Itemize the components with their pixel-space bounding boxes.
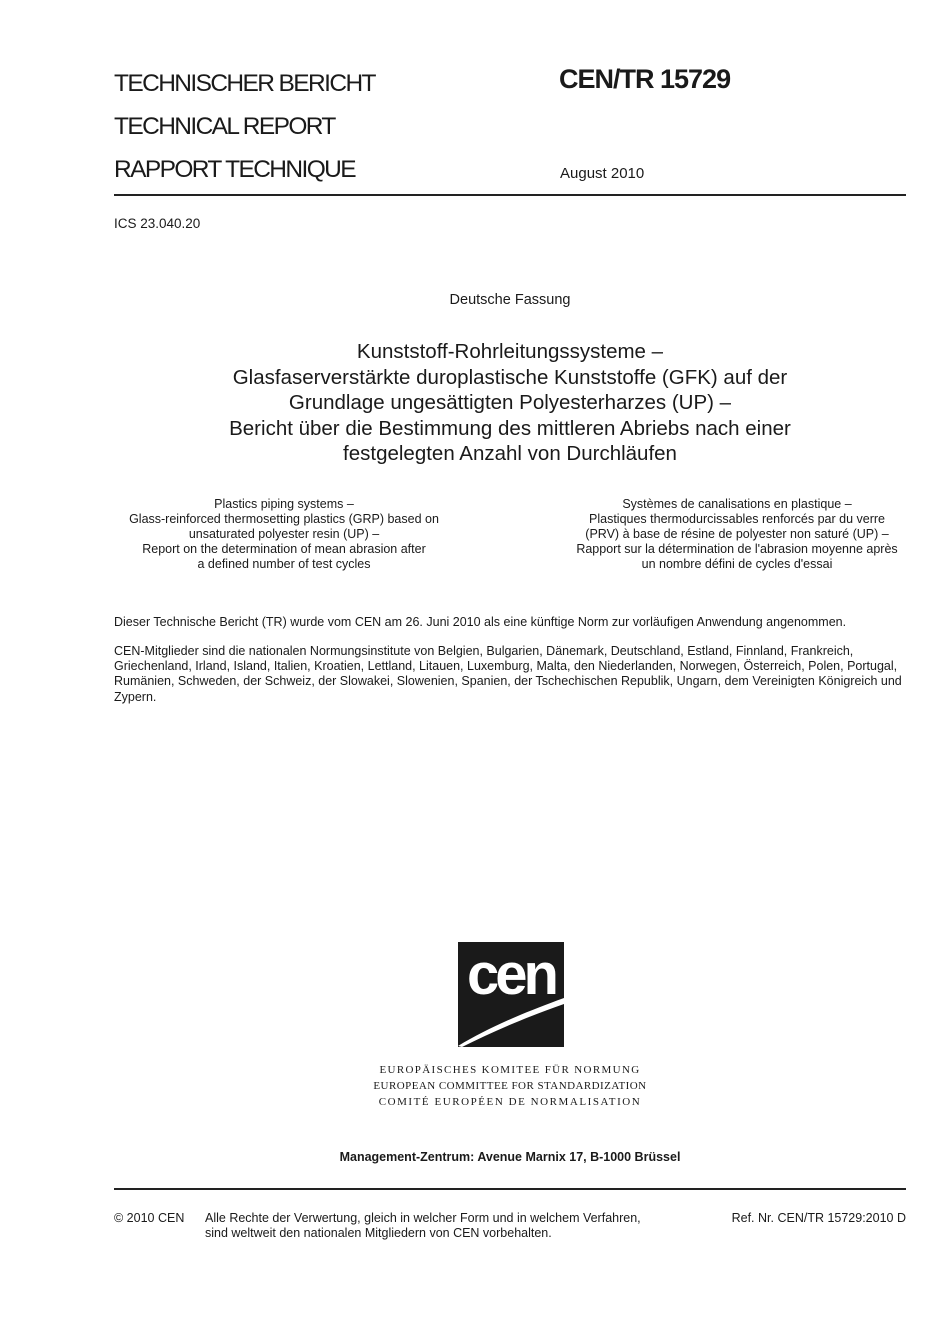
- cen-logo-icon: [458, 942, 564, 1047]
- approval-paragraph: Dieser Technische Bericht (TR) wurde vom CEN am 26. Juni 2010 als eine künftige Norm zur vorläufigen Anwendung angenommen.: [114, 615, 847, 629]
- document-date: August 2010: [560, 165, 645, 182]
- title-line: Report on the determination of mean abrasion after: [142, 542, 426, 556]
- management-address: Management-Zentrum: Avenue Marnix 17, B-1000 Brüssel: [339, 1150, 681, 1164]
- title-line: festgelegten Anzahl von Durchläufen: [343, 442, 677, 465]
- footer-rule: [114, 1188, 906, 1190]
- reference-number: Ref. Nr. CEN/TR 15729:2010 D: [731, 1211, 906, 1225]
- version-label: Deutsche Fassung: [449, 292, 571, 308]
- title-line: Glass-reinforced thermosetting plastics (GRP) based on: [129, 512, 439, 526]
- org-name-en: EUROPEAN COMMITTEE FOR STANDARDIZATION: [373, 1080, 647, 1092]
- title-line: Systèmes de canalisations en plastique –: [622, 497, 852, 511]
- report-type-block: [114, 62, 554, 191]
- title-line: Grundlage ungesättigten Polyesterharzes (UP) –: [288, 391, 732, 414]
- report-type-de: TECHNISCHER BERICHT: [114, 70, 375, 97]
- rights-line: Alle Rechte der Verwertung, gleich in welcher Form und in welchem Verfahren,: [205, 1211, 641, 1225]
- rights-line: sind weltweit den nationalen Mitgliedern von CEN vorbehalten.: [205, 1225, 552, 1240]
- title-line: Glasfaserverstärkte duroplastische Kunststoffe (GFK) auf der: [232, 365, 788, 389]
- rights-statement: [205, 1211, 641, 1240]
- header-rule: [114, 194, 906, 196]
- title-line: unsaturated polyester resin (UP) –: [188, 527, 380, 541]
- title-french: [557, 497, 917, 572]
- report-type-en: TECHNICAL REPORT: [114, 113, 335, 140]
- ics-code: ICS 23.040.20: [114, 216, 201, 231]
- title-line: un nombre défini de cycles d'essai: [641, 557, 833, 571]
- title-line: a defined number of test cycles: [197, 557, 371, 571]
- title-line: (PRV) à base de résine de polyester non saturé (UP) –: [585, 527, 889, 541]
- cen-logo-text: cen: [467, 942, 555, 1007]
- title-line: Bericht über die Bestimmung des mittleren Abriebs nach einer: [229, 416, 791, 440]
- title-line: Plastics piping systems –: [214, 497, 354, 511]
- title-line: Plastiques thermodurcissables renforcés par du verre: [589, 512, 885, 526]
- title-german: [114, 339, 906, 467]
- document-id: CEN/TR 15729: [559, 64, 731, 94]
- copyright: © 2010 CEN: [114, 1211, 185, 1225]
- org-name-de: EUROPÄISCHES KOMITEE FÜR NORMUNG: [379, 1064, 641, 1076]
- title-english: [104, 497, 464, 572]
- title-line: Rapport sur la détermination de l'abrasion moyenne après: [576, 542, 898, 556]
- title-line: Kunststoff-Rohrleitungssysteme –: [356, 340, 664, 363]
- members-paragraph: CEN-Mitglieder sind die nationalen Normungsinstitute von Belgien, Bulgarien, Dänemark, Deutschland, Estland, Finnland, Frankreich, Griechenland, Irland, Island, Italien, Kroatien, Lettland, Litauen, Luxemburg, Malta, den Niederlanden, Norwegen, Österreich, Polen, Portugal, Rumänien, Schweden, der Schweiz, der Slowakei, Slowenien, Spanien, der Tschechischen Republik, Ungarn, dem Vereinigten Königreich und Zypern.: [114, 644, 902, 704]
- org-name-fr: COMITÉ EUROPÉEN DE NORMALISATION: [378, 1096, 642, 1108]
- report-type-fr: RAPPORT TECHNIQUE: [114, 156, 355, 183]
